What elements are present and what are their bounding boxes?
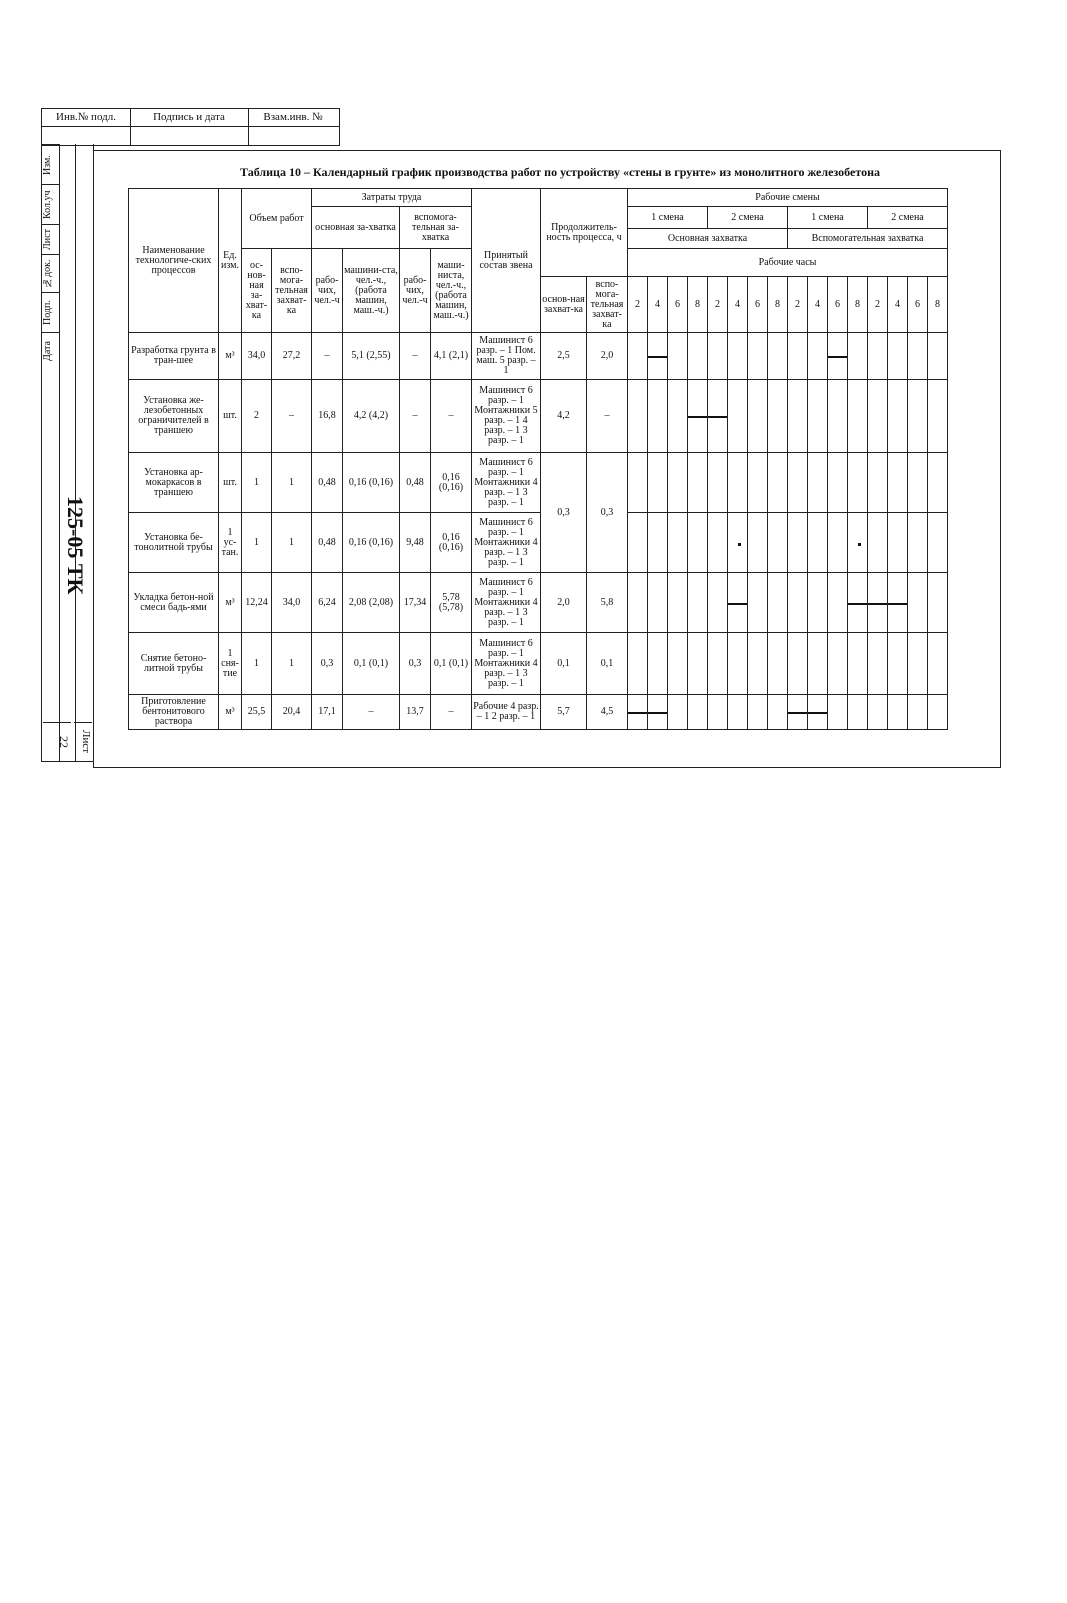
gantt-cell <box>748 333 768 380</box>
labor-workers: 16,8 <box>312 380 343 453</box>
gantt-cell <box>868 633 888 695</box>
hour-tick: 2 <box>868 277 888 333</box>
gantt-bar <box>848 603 867 605</box>
crew-cell: Машинист 6 разр. – 1 Монтажники 4 разр. – 1 3 разр. – 1 <box>472 573 541 633</box>
header-shift-3: 1 смена <box>788 207 868 229</box>
hour-tick: 4 <box>728 277 748 333</box>
document-code: 125-05 ТК <box>63 495 88 595</box>
gantt-cell <box>708 513 728 573</box>
unit-cell: м³ <box>219 695 242 730</box>
gantt-cell <box>788 380 808 453</box>
gantt-cell <box>708 380 728 453</box>
gantt-marker <box>858 543 861 546</box>
side-label-podp: Подп. <box>42 292 59 333</box>
header-dur-aux: вспо-мога-тельная захват-ка <box>587 277 628 333</box>
duration-d1: 2,0 <box>541 573 587 633</box>
gantt-cell <box>868 513 888 573</box>
labor-machinists: 0,16 (0,16) <box>343 453 400 513</box>
table-row <box>129 453 948 513</box>
gantt-cell <box>668 695 688 730</box>
table-row <box>129 695 948 730</box>
gantt-cell <box>628 513 648 573</box>
volume-aux: 34,0 <box>272 573 312 633</box>
gantt-bar <box>868 603 887 605</box>
labor-workers-aux: – <box>400 380 431 453</box>
gantt-cell <box>788 695 808 730</box>
duration-d2: 5,8 <box>587 573 628 633</box>
gantt-cell <box>888 513 908 573</box>
volume-aux: 1 <box>272 633 312 695</box>
gantt-cell <box>748 380 768 453</box>
gantt-cell <box>828 380 848 453</box>
gantt-cell <box>628 695 648 730</box>
gantt-cell <box>728 695 748 730</box>
gantt-cell <box>928 633 948 695</box>
gantt-cell <box>908 453 928 513</box>
gantt-cell <box>828 633 848 695</box>
gantt-cell <box>628 573 648 633</box>
process-name: Приготовление бентонитового раствора <box>129 695 219 730</box>
header-labor: Затраты труда <box>312 189 472 207</box>
gantt-cell <box>768 380 788 453</box>
labor-machinists: 2,08 (2,08) <box>343 573 400 633</box>
gantt-cell <box>768 513 788 573</box>
volume-aux: 20,4 <box>272 695 312 730</box>
table-row <box>129 573 948 633</box>
gantt-cell <box>868 453 888 513</box>
gantt-cell <box>748 633 768 695</box>
sheet-label: Лист <box>74 722 92 761</box>
gantt-cell <box>848 695 868 730</box>
gantt-bar <box>648 712 667 714</box>
labor-machinists: 5,1 (2,55) <box>343 333 400 380</box>
header-main-grip: Основная захватка <box>628 229 788 249</box>
gantt-bar <box>628 712 647 714</box>
gantt-cell <box>888 453 908 513</box>
header-labor-main: основная за-хватка <box>312 207 400 249</box>
volume-aux: 27,2 <box>272 333 312 380</box>
unit-cell: 1 ус-тан. <box>219 513 242 573</box>
inv-number-label: Инв.№ подл. <box>42 109 131 126</box>
volume-main: 12,24 <box>242 573 272 633</box>
crew-cell: Машинист 6 разр. – 1 Монтажники 4 разр. – 1 3 разр. – 1 <box>472 453 541 513</box>
labor-workers-aux: – <box>400 333 431 380</box>
unit-cell: 1 сня-тие <box>219 633 242 695</box>
duration-d2: 4,5 <box>587 695 628 730</box>
labor-machinists: 0,16 (0,16) <box>343 513 400 573</box>
header-duration: Продолжитель-ность процесса, ч <box>541 189 628 277</box>
gantt-cell <box>928 513 948 573</box>
gantt-bar <box>708 416 727 418</box>
header-volume: Объем работ <box>242 189 312 249</box>
gantt-cell <box>628 333 648 380</box>
duration-d2: 0,1 <box>587 633 628 695</box>
hour-tick: 8 <box>928 277 948 333</box>
gantt-cell <box>648 573 668 633</box>
side-label-list: Лист <box>42 224 59 255</box>
gantt-cell <box>808 333 828 380</box>
gantt-bar <box>648 356 667 358</box>
gantt-cell <box>928 695 948 730</box>
gantt-cell <box>888 695 908 730</box>
unit-cell: м³ <box>219 333 242 380</box>
duration-d1: 2,5 <box>541 333 587 380</box>
unit-cell: м³ <box>219 573 242 633</box>
hour-tick: 4 <box>808 277 828 333</box>
labor-workers-aux: 9,48 <box>400 513 431 573</box>
gantt-cell <box>688 380 708 453</box>
gantt-cell <box>728 573 748 633</box>
labor-machinists: 0,1 (0,1) <box>343 633 400 695</box>
sheet-number: 22 <box>43 722 71 761</box>
duration-d2: 2,0 <box>587 333 628 380</box>
gantt-cell <box>888 380 908 453</box>
gantt-cell <box>848 573 868 633</box>
volume-main: 1 <box>242 633 272 695</box>
duration-merged-d1: 0,3 <box>541 453 587 573</box>
gantt-cell <box>648 633 668 695</box>
gantt-bar <box>728 603 747 605</box>
volume-main: 34,0 <box>242 333 272 380</box>
labor-machinists-aux: 5,78 (5,78) <box>431 573 472 633</box>
gantt-cell <box>928 333 948 380</box>
header-hours: Рабочие часы <box>628 249 948 277</box>
gantt-cell <box>808 453 828 513</box>
gantt-cell <box>828 333 848 380</box>
gantt-bar <box>888 603 907 605</box>
gantt-cell <box>768 695 788 730</box>
gantt-cell <box>688 633 708 695</box>
volume-aux: – <box>272 380 312 453</box>
side-label-izm: Изм. <box>42 144 59 185</box>
process-name: Установка бе-тонолитной трубы <box>129 513 219 573</box>
gantt-cell <box>668 633 688 695</box>
gantt-cell <box>668 333 688 380</box>
header-aux-grip: Вспомогательная захватка <box>788 229 948 249</box>
gantt-cell <box>848 453 868 513</box>
header-machinists-2: маши-ниста, чел.-ч., (работа машин, маш.-ч.) <box>431 249 472 333</box>
gantt-cell <box>628 633 648 695</box>
gantt-bar <box>808 712 827 714</box>
labor-workers: 0,48 <box>312 513 343 573</box>
gantt-cell <box>848 380 868 453</box>
labor-workers-aux: 0,3 <box>400 633 431 695</box>
header-machinists: машини-ста, чел.-ч., (работа машин, маш.-ч.) <box>343 249 400 333</box>
table-row <box>129 513 948 573</box>
volume-main: 1 <box>242 453 272 513</box>
gantt-cell <box>708 333 728 380</box>
gantt-cell <box>728 633 748 695</box>
gantt-cell <box>888 633 908 695</box>
table-row <box>129 633 948 695</box>
volume-aux: 1 <box>272 453 312 513</box>
gantt-cell <box>728 380 748 453</box>
header-shifts: Рабочие смены <box>628 189 948 207</box>
table-title: Таблица 10 – Календарный график производства работ по устройству «стены в грунте» из монолитного железобетона <box>240 165 880 179</box>
hour-tick: 6 <box>668 277 688 333</box>
labor-workers: 17,1 <box>312 695 343 730</box>
duration-d1: 4,2 <box>541 380 587 453</box>
gantt-cell <box>808 633 828 695</box>
duration-merged-d2: 0,3 <box>587 453 628 573</box>
gantt-cell <box>668 513 688 573</box>
labor-machinists: – <box>343 695 400 730</box>
labor-workers: 6,24 <box>312 573 343 633</box>
header-crew: Принятый состав звена <box>472 189 541 333</box>
header-labor-aux: вспомога-тельная за-хватка <box>400 207 472 249</box>
hour-tick: 2 <box>708 277 728 333</box>
gantt-cell <box>868 380 888 453</box>
crew-cell: Машинист 6 разр. – 1 Монтажники 4 разр. – 1 3 разр. – 1 <box>472 633 541 695</box>
header-workers: рабо-чих, чел.-ч <box>312 249 343 333</box>
crew-cell: Машинист 6 разр. – 1 Пом. маш. 5 разр. – 1 <box>472 333 541 380</box>
gantt-cell <box>808 380 828 453</box>
volume-main: 25,5 <box>242 695 272 730</box>
duration-d1: 5,7 <box>541 695 587 730</box>
gantt-cell <box>848 513 868 573</box>
gantt-cell <box>788 513 808 573</box>
crew-cell: Машинист 6 разр. – 1 Монтажники 4 разр. – 1 3 разр. – 1 <box>472 513 541 573</box>
header-shift-2: 2 смена <box>708 207 788 229</box>
gantt-cell <box>748 453 768 513</box>
labor-machinists-aux: – <box>431 695 472 730</box>
gantt-cell <box>908 573 928 633</box>
labor-machinists-aux: 0,1 (0,1) <box>431 633 472 695</box>
gantt-cell <box>668 573 688 633</box>
hour-tick: 2 <box>788 277 808 333</box>
labor-machinists-aux: – <box>431 380 472 453</box>
gantt-cell <box>788 333 808 380</box>
gantt-cell <box>908 380 928 453</box>
gantt-cell <box>768 453 788 513</box>
gantt-cell <box>848 333 868 380</box>
gantt-cell <box>728 333 748 380</box>
header-shift-1: 1 смена <box>628 207 708 229</box>
hour-tick: 8 <box>848 277 868 333</box>
gantt-cell <box>868 695 888 730</box>
approval-stamp <box>41 108 340 146</box>
crew-cell: Рабочие 4 разр. – 1 2 разр. – 1 <box>472 695 541 730</box>
gantt-cell <box>808 573 828 633</box>
gantt-cell <box>908 513 928 573</box>
process-name: Установка же-лезобетонных ограничителей в траншею <box>129 380 219 453</box>
gantt-cell <box>728 513 748 573</box>
gantt-cell <box>788 633 808 695</box>
gantt-cell <box>708 453 728 513</box>
gantt-cell <box>768 633 788 695</box>
gantt-cell <box>928 573 948 633</box>
header-dur-main: основ-ная захват-ка <box>541 277 587 333</box>
gantt-bar <box>788 712 807 714</box>
hour-tick: 4 <box>888 277 908 333</box>
labor-machinists-aux: 0,16 (0,16) <box>431 513 472 573</box>
gantt-cell <box>828 573 848 633</box>
side-label-kol: Кол.уч <box>42 184 59 225</box>
gantt-cell <box>768 333 788 380</box>
gantt-cell <box>888 333 908 380</box>
gantt-cell <box>688 333 708 380</box>
side-label-data: Дата <box>42 332 59 369</box>
duration-d2: – <box>587 380 628 453</box>
process-name: Снятие бетоно-литной трубы <box>129 633 219 695</box>
table-row <box>129 380 948 453</box>
signature-date-label: Подпись и дата <box>130 109 249 126</box>
gantt-cell <box>748 695 768 730</box>
header-shift-4: 2 смена <box>868 207 948 229</box>
gantt-cell <box>708 573 728 633</box>
header-name: Наименование технологиче-ских процессов <box>129 189 219 333</box>
labor-workers: 0,3 <box>312 633 343 695</box>
process-name: Укладка бетон-ной смеси бадь-ями <box>129 573 219 633</box>
gantt-cell <box>848 633 868 695</box>
header-unit: Ед. изм. <box>219 189 242 333</box>
crew-cell <box>472 380 541 453</box>
header-workers-2: рабо-чих, чел.-ч <box>400 249 431 333</box>
gantt-cell <box>748 573 768 633</box>
gantt-cell <box>648 513 668 573</box>
unit-cell: шт. <box>219 380 242 453</box>
gantt-cell <box>648 453 668 513</box>
labor-workers-aux: 17,34 <box>400 573 431 633</box>
header-vol-main: ос-нов-ная за-хват-ка <box>242 249 272 333</box>
gantt-cell <box>788 573 808 633</box>
hour-tick: 4 <box>648 277 668 333</box>
gantt-cell <box>768 573 788 633</box>
gantt-cell <box>908 333 928 380</box>
side-stamp <box>41 144 94 762</box>
gantt-cell <box>808 513 828 573</box>
hour-tick: 6 <box>908 277 928 333</box>
gantt-cell <box>648 380 668 453</box>
process-name: Разработка грунта в тран-шее <box>129 333 219 380</box>
gantt-cell <box>708 633 728 695</box>
gantt-cell <box>728 453 748 513</box>
gantt-cell <box>788 453 808 513</box>
gantt-cell <box>748 513 768 573</box>
gantt-cell <box>908 695 928 730</box>
gantt-cell <box>928 380 948 453</box>
gantt-cell <box>668 453 688 513</box>
table-row <box>129 333 948 380</box>
hour-tick: 6 <box>828 277 848 333</box>
labor-machinists-aux: 4,1 (2,1) <box>431 333 472 380</box>
gantt-cell <box>928 453 948 513</box>
duration-d1: 0,1 <box>541 633 587 695</box>
labor-workers: – <box>312 333 343 380</box>
gantt-cell <box>908 633 928 695</box>
unit-cell: шт. <box>219 453 242 513</box>
labor-workers-aux: 0,48 <box>400 453 431 513</box>
gantt-cell <box>868 333 888 380</box>
labor-machinists-aux: 0,16 (0,16) <box>431 453 472 513</box>
side-label-ndok: №док. <box>42 254 59 293</box>
labor-workers: 0,48 <box>312 453 343 513</box>
labor-workers-aux: 13,7 <box>400 695 431 730</box>
gantt-cell <box>648 333 668 380</box>
gantt-cell <box>828 513 848 573</box>
gantt-cell <box>688 695 708 730</box>
gantt-bar <box>828 356 847 358</box>
gantt-cell <box>648 695 668 730</box>
gantt-cell <box>888 573 908 633</box>
gantt-cell <box>628 453 648 513</box>
gantt-cell <box>688 573 708 633</box>
gantt-cell <box>828 695 848 730</box>
volume-aux: 1 <box>272 513 312 573</box>
hour-tick: 8 <box>768 277 788 333</box>
hour-tick: 6 <box>748 277 768 333</box>
volume-main: 1 <box>242 513 272 573</box>
gantt-cell <box>688 453 708 513</box>
gantt-cell <box>688 513 708 573</box>
gantt-cell <box>868 573 888 633</box>
gantt-cell <box>828 453 848 513</box>
gantt-cell <box>808 695 828 730</box>
volume-main: 2 <box>242 380 272 453</box>
gantt-bar <box>688 416 707 418</box>
header-vol-aux: вспо-мога-тельная захват-ка <box>272 249 312 333</box>
crew-extra: Монтажники 5 разр. – 1 4 разр. – 1 3 разр. – 1 <box>474 405 538 446</box>
labor-machinists: 4,2 (4,2) <box>343 380 400 453</box>
hour-tick: 2 <box>628 277 648 333</box>
gantt-cell <box>708 695 728 730</box>
gantt-cell <box>668 380 688 453</box>
schedule-table <box>128 188 948 730</box>
crew-top: Машинист 6 разр. – 1 <box>479 385 533 406</box>
gantt-marker <box>738 543 741 546</box>
replacement-inv-label: Взам.инв. № <box>263 111 323 123</box>
gantt-cell <box>628 380 648 453</box>
hour-tick: 8 <box>688 277 708 333</box>
process-name: Установка ар-мокаркасов в траншею <box>129 453 219 513</box>
